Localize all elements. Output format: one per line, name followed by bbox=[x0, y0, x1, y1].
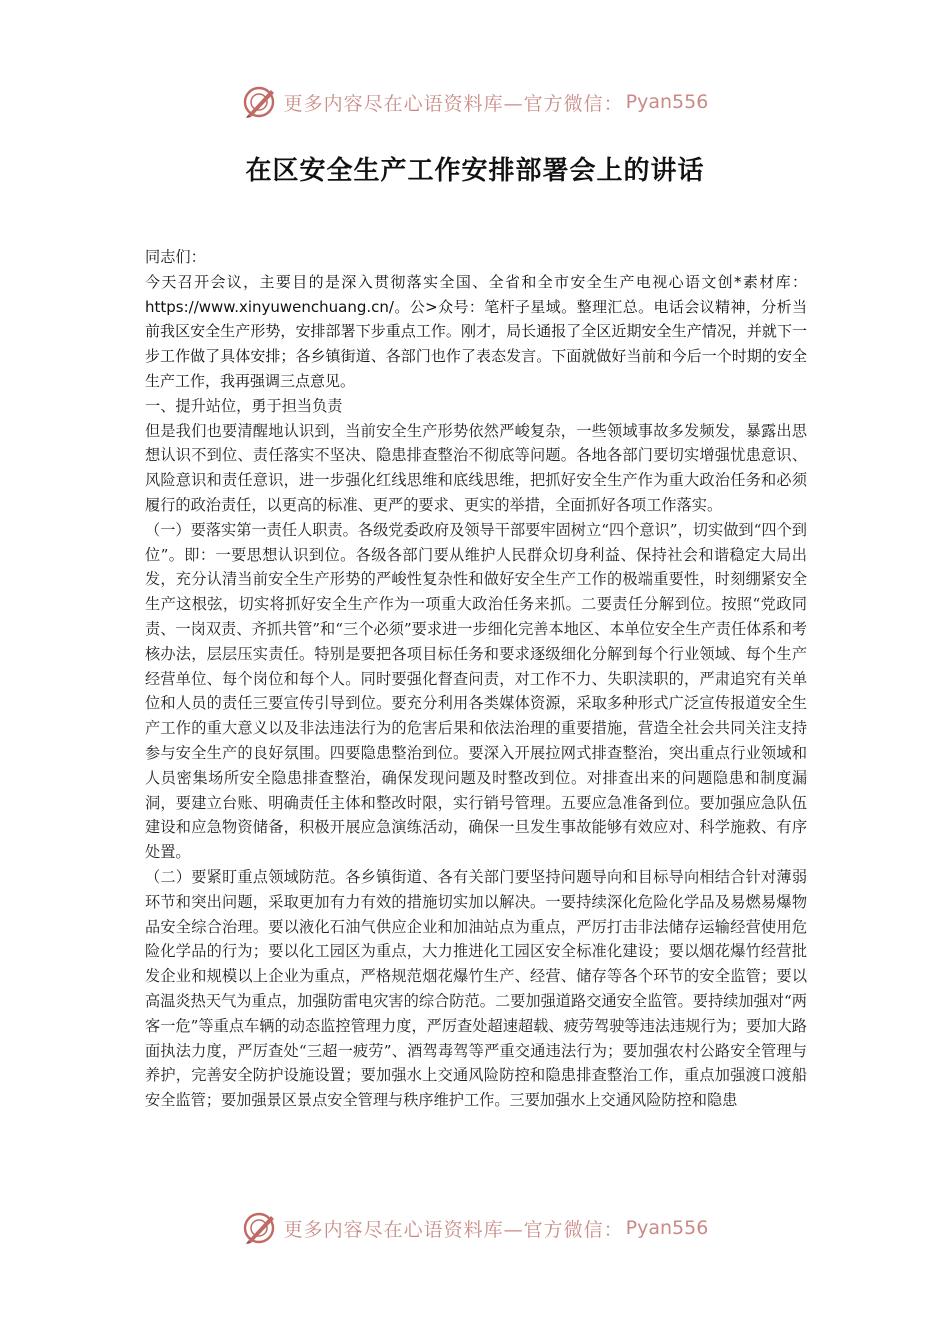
section1-heading: 一、提升站位，勇于担当负责 bbox=[145, 396, 343, 415]
footer-banner bbox=[0, 1208, 950, 1248]
pen-logo-icon bbox=[242, 84, 278, 120]
pen-logo-icon bbox=[242, 1210, 278, 1246]
header-banner bbox=[0, 82, 950, 122]
banner-wechat-id: Pyan556 bbox=[625, 91, 709, 113]
document-title: 在区安全生产工作安排部署会上的讲话 bbox=[245, 156, 705, 186]
section1-paragraph: 但是我们也要清醒地认识到，当前安全生产形势依然严峻复杂，一些领域事故多发频发，暴露出思想认识不到位、责任落实不坚决、隐患排查整治不彻底等问题。各地各部门要切实增强忧患意识、风险意识和责任意识，进一步强化红线思维和底线思维，把抓好安全生产作为重大政治任务和必须履行的政治责任，以更高的标准、更严的要求、更实的举措，全面抓好各项工作落实。 bbox=[145, 421, 807, 514]
banner-text: 更多内容尽在心语资料库—官方微信： bbox=[283, 1218, 624, 1241]
salutation: 同志们： bbox=[145, 248, 206, 266]
point2-paragraph: （二）要紧盯重点领域防范。各乡镇街道、各有关部门要坚持问题导向和目标导向相结合针对薄弱环节和突出问题，采取更加有力有效的措施切实加以解决。一要持续深化危险化学品及易燃易爆物品安全综合治理。要以液化石油气供应企业和加油站点为重点，严厉打击非法储存运输经营使用危险化学品的行为；要以化工园区为重点，大力推进化工园区安全标准化建设；要以烟花爆竹经营批发企业和规模以上企业为重点，严格规范烟花爆竹生产、经营、储存等各个环节的安全监管；要以高温炎热天气为重点，加强防雷电灾害的综合防范。二要加强道路交通安全监管。要持续加强对“两客一危”等重点车辆的动态监控管理力度，严厉查处超速超载、疲劳驾驶等违法违规行为；要加大路面执法力度，严厉查处“三超一疲劳”、酒驾毒驾等严重交通违法行为；要加强农村公路安全管理与养护，完善安全防护设施设置；要加强水上交通风险防控和隐患排查整治工作，重点加强渡口渡船安全监管；要加强景区景点安全管理与秩序维护工作。三要加强水上交通风险防控和隐患 bbox=[145, 867, 807, 1110]
document-body bbox=[145, 245, 807, 1113]
point1-paragraph: （一）要落实第一责任人职责。各级党委政府及领导干部要牢固树立“四个意识”，切实做到“四个到位”。即：一要思想认识到位。各级各部门要从维护人民群众切身利益、保持社会和谐稳定大局出发，充分认清当前安全生产形势的严峻性复杂性和做好安全生产工作的极端重要性，时刻绷紧安全生产这根弦，切实将抓好安全生产作为一项重大政治任务来抓。二要责任分解到位。按照“党政同责、一岗双责、齐抓共管”和“三个必须”要求进一步细化完善本地区、本单位安全生产责任体系和考核办法，层层压实责任。特别是要把各项目标任务和要求逐级细化分解到每个行业领域、每个生产经营单位、每个岗位和每个人。同时要强化督查问责，对工作不力、失职渎职的，严肃追究有关单位和人员的责任三要宣传引导到位。要充分利用各类媒体资源，采取多种形式广泛宣传报道安全生产工作的重大意义以及非法违法行为的危害后果和依法治理的重要措施，营造全社会共同关注支持参与安全生产的良好氛围。四要隐患整治到位。要深入开展拉网式排查整治，突出重点行业领域和人员密集场所安全隐患排查整治，确保发现问题及时整改到位。对排查出来的问题隐患和制度漏洞，要建立台账、明确责任主体和整改时限，实行销号管理。五要应急准备到位。要加强应急队伍建设和应急物资储备，积极开展应急演练活动，确保一旦发生事故能够有效应对、科学施救、有序处置。 bbox=[145, 520, 807, 862]
intro-paragraph: 今天召开会议，主要目的是深入贯彻落实全国、全省和全市安全生产电视心语文创*素材库：https://www.xinyuwenchuang.cn/。公>众号：笔杆子星域。整理汇总。电话会议精神，分析当前我区安全生产形势，安排部署下步重点工作。刚才，局长通报了全区近期安全生产情况，并就下一步工作做了具体安排；各乡镇街道、各部门也作了表态发言。下面就做好当前和今后一个时期的安全生产工作，我再强调三点意见。 bbox=[145, 272, 807, 390]
banner-wechat-id: Pyan556 bbox=[625, 1217, 709, 1239]
banner-text: 更多内容尽在心语资料库—官方微信： bbox=[283, 92, 624, 115]
